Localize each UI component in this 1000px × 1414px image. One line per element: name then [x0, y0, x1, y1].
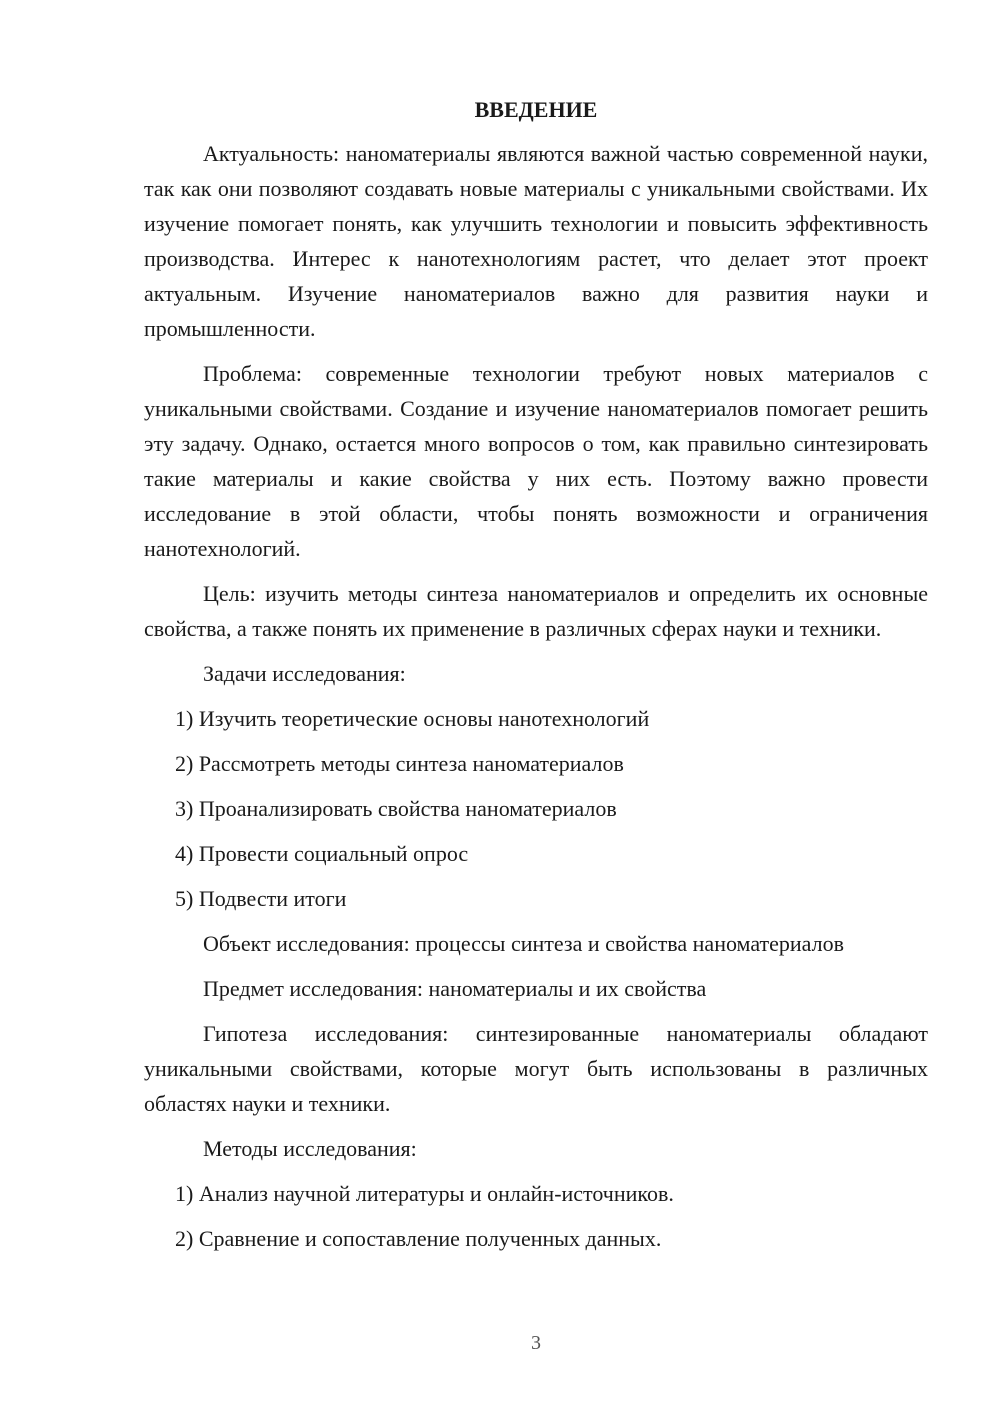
hypothesis-paragraph: Гипотеза исследования: синтезированные наноматериалы обладают уникальными свойствами, которые могут быть использованы в различных областях науки и техники. [144, 1021, 928, 1116]
research-subject: Предмет исследования: наноматериалы и их свойства [203, 976, 707, 1001]
tasks-heading: Задачи исследования: [203, 661, 406, 686]
problem-paragraph: Проблема: современные технологии требуют новых материалов с уникальными свойствами. Создание и изучение наноматериалов помогает решить эту задачу. Однако, остается много вопросов о том, как правильно синтезировать такие материалы и какие свойства у них есть. Поэтому важно провести исследование в этой области, чтобы понять возможности и ограничения нанотехнологий. [144, 361, 928, 561]
method-item: 2) Сравнение и сопоставление полученных данных. [175, 1226, 662, 1251]
task-item: 2) Рассмотреть методы синтеза наноматериалов [175, 751, 624, 776]
relevance-paragraph: Актуальность: наноматериалы являются важной частью современной науки, так как они позволяют создавать новые материалы с уникальными свойствами. Их изучение помогает понять, как улучшить технологии и повысить эффективность производства. Интерес к нанотехнологиям растет, что делает этот проект актуальным. Изучение наноматериалов важно для развития науки и промышленности. [144, 141, 928, 341]
methods-heading: Методы исследования: [203, 1136, 417, 1161]
task-item: 1) Изучить теоретические основы нанотехнологий [175, 706, 650, 731]
task-item: 5) Подвести итоги [175, 886, 347, 911]
goal-paragraph: Цель: изучить методы синтеза наноматериалов и определить их основные свойства, а также понять их применение в различных сферах науки и техники. [144, 581, 928, 641]
page-title: ВВЕДЕНИЕ [474, 97, 598, 122]
task-item: 4) Провести социальный опрос [175, 841, 469, 866]
page-number: 3 [531, 1332, 541, 1354]
method-item: 1) Анализ научной литературы и онлайн-источников. [175, 1181, 674, 1206]
research-object: Объект исследования: процессы синтеза и свойства наноматериалов [203, 931, 844, 956]
task-item: 3) Проанализировать свойства наноматериалов [175, 796, 617, 821]
page-content [144, 96, 928, 1266]
